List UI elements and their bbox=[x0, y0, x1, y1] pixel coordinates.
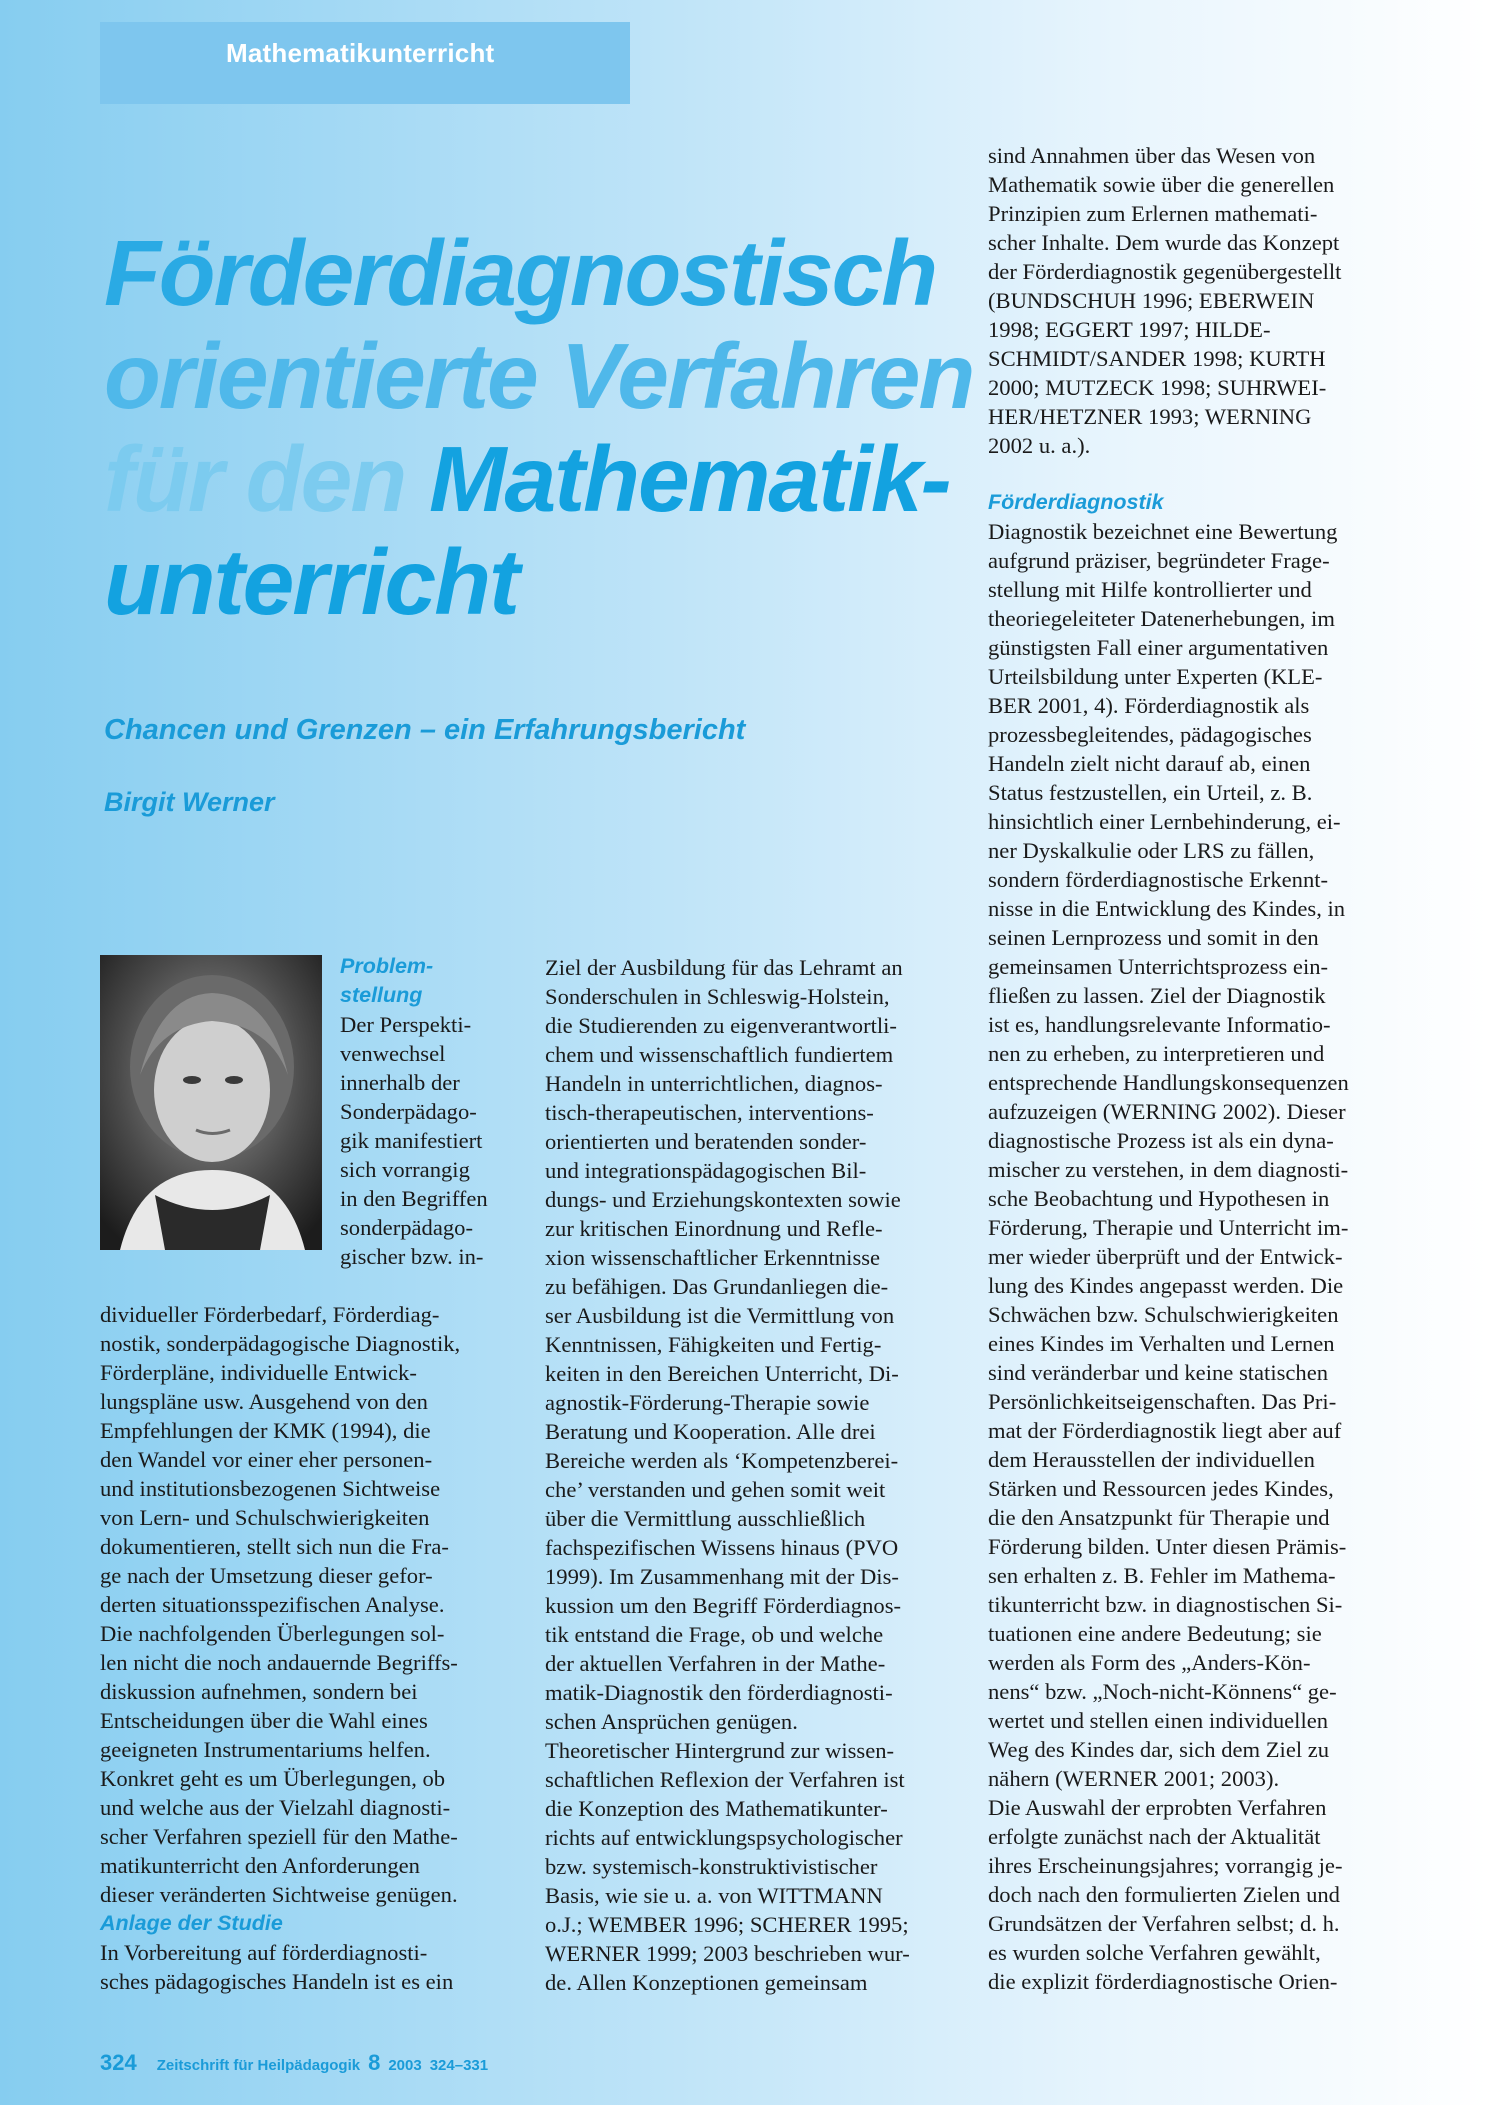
issue-number: 8 bbox=[368, 2050, 381, 2075]
text-line: der Förderdiagnostik gegenübergestellt bbox=[988, 259, 1342, 284]
text-line: WERNER 1999; 2003 beschrieben wur- bbox=[545, 1941, 910, 1966]
text-line: Schwächen bzw. Schulschwierigkeiten bbox=[988, 1302, 1339, 1327]
text-line: entsprechende Handlungskonsequenzen bbox=[988, 1070, 1349, 1095]
article-title bbox=[104, 222, 1004, 634]
text-line: ist es, handlungsrelevante Informatio- bbox=[988, 1012, 1331, 1037]
text-line: agnostik-Förderung-Therapie sowie bbox=[545, 1390, 870, 1415]
text-line: Entscheidungen über die Wahl eines bbox=[100, 1708, 428, 1733]
text-line: diagnostische Prozess ist als ein dyna- bbox=[988, 1128, 1334, 1153]
text-line: tikunterricht bzw. in diagnostischen Si- bbox=[988, 1592, 1343, 1617]
text-line: sondern förderdiagnostische Erkennt- bbox=[988, 867, 1329, 892]
text-line: innerhalb der bbox=[340, 1070, 460, 1095]
text-line: über die Vermittlung ausschließlich bbox=[545, 1506, 866, 1531]
text-line: schaftlichen Reflexion der Verfahren ist bbox=[545, 1767, 905, 1792]
text-line: lungspläne usw. Ausgehend von den bbox=[100, 1389, 428, 1414]
text-line: 1999). Im Zusammenhang mit der Dis- bbox=[545, 1564, 899, 1589]
text-line: Beratung und Kooperation. Alle drei bbox=[545, 1419, 876, 1444]
text-line: sind veränderbar und keine statischen bbox=[988, 1360, 1329, 1385]
text-line: Sonderpädago- bbox=[340, 1099, 477, 1124]
text-line: Sonderschulen in Schleswig-Holstein, bbox=[545, 984, 890, 1009]
text-line: geeigneten Instrumentariums helfen. bbox=[100, 1737, 431, 1762]
text-line: scher Inhalte. Dem wurde das Konzept bbox=[988, 230, 1340, 255]
text-line: stellung mit Hilfe kontrollierter und bbox=[988, 577, 1312, 602]
text-line: BER 2001, 4). Förderdiagnostik als bbox=[988, 693, 1310, 718]
text-line: zur kritischen Einordnung und Refle- bbox=[545, 1216, 883, 1241]
text-line: Die nachfolgenden Überlegungen sol- bbox=[100, 1621, 445, 1646]
text-line: derten situationsspezifischen Analyse. bbox=[100, 1592, 445, 1617]
text-line: dokumentieren, stellt sich nun die Fra- bbox=[100, 1534, 449, 1559]
text-line: Konkret geht es um Überlegungen, ob bbox=[100, 1766, 446, 1791]
text-line: lung des Kindes angepasst werden. Die bbox=[988, 1273, 1344, 1298]
text-line: Theoretischer Hintergrund zur wissen- bbox=[545, 1738, 895, 1763]
text-line: Diagnostik bezeichnet eine Bewertung bbox=[988, 519, 1338, 544]
text-line: die Konzeption des Mathematikunter- bbox=[545, 1796, 888, 1821]
text-line: nostik, sonderpädagogische Diagnostik, bbox=[100, 1331, 461, 1356]
text-line: sen erhalten z. B. Fehler im Mathema- bbox=[988, 1563, 1336, 1588]
text-line: fließen zu lassen. Ziel der Diagnostik bbox=[988, 983, 1326, 1008]
text-line: Prinzipien zum Erlernen mathemati- bbox=[988, 201, 1318, 226]
text-line: Handeln zielt nicht darauf ab, einen bbox=[988, 751, 1311, 776]
text-line: chem und wissenschaftlich fundiertem bbox=[545, 1042, 894, 1067]
text-line: Der Perspekti- bbox=[340, 1012, 472, 1037]
text-line: dem Herausstellen der individuellen bbox=[988, 1447, 1315, 1472]
text-line: venwechsel bbox=[340, 1041, 446, 1066]
column-3-text bbox=[988, 488, 1398, 1996]
column-1-study bbox=[100, 1909, 510, 1996]
text-line: den Wandel vor einer eher personen- bbox=[100, 1447, 433, 1472]
text-line: 2002 u. a.). bbox=[988, 433, 1091, 458]
text-line: (BUNDSCHUH 1996; EBERWEIN bbox=[988, 288, 1315, 313]
text-line: o.J.; WEMBER 1996; SCHERER 1995; bbox=[545, 1912, 909, 1937]
text-line: erfolgte zunächst nach der Aktualität bbox=[988, 1824, 1321, 1849]
text-line: ner Dyskalkulie oder LRS zu fällen, bbox=[988, 838, 1315, 863]
heading-foerderdiagnostik: Förderdiagnostik bbox=[988, 490, 1164, 514]
text-line: scher Verfahren speziell für den Mathe- bbox=[100, 1824, 458, 1849]
text-line: 1998; EGGERT 1997; HILDE- bbox=[988, 317, 1271, 342]
article-subtitle: Chancen und Grenzen – ein Erfahrungsbericht bbox=[104, 714, 746, 746]
text-line: mer wieder überprüft und der Entwick- bbox=[988, 1244, 1343, 1269]
text-line: xion wissenschaftlicher Erkenntnisse bbox=[545, 1245, 881, 1270]
text-line: kussion um den Begriff Förderdiagnos- bbox=[545, 1593, 902, 1618]
text-line: 2000; MUTZECK 1998; SUHRWEI- bbox=[988, 375, 1327, 400]
text-line: ge nach der Umsetzung dieser gefor- bbox=[100, 1563, 433, 1588]
text-line: nähern (WERNER 2001; 2003). bbox=[988, 1766, 1280, 1791]
text-line: HER/HETZNER 1993; WERNING bbox=[988, 404, 1312, 429]
text-line: Handeln in unterrichtlichen, diagnos- bbox=[545, 1071, 883, 1096]
text-line: diskussion aufnehmen, sondern bei bbox=[100, 1679, 418, 1704]
author-name: Birgit Werner bbox=[104, 787, 275, 817]
column-1-beside-photo bbox=[340, 952, 510, 1271]
text-line: mischer zu verstehen, in dem diagnosti- bbox=[988, 1157, 1349, 1182]
text-line: gemeinsamen Unterrichtsprozess ein- bbox=[988, 954, 1329, 979]
text-line: len nicht die noch andauernde Begriffs- bbox=[100, 1650, 458, 1675]
text-line: schen Ansprüchen genügen. bbox=[545, 1709, 798, 1734]
text-line: bzw. systemisch-konstruktivistischer bbox=[545, 1854, 878, 1879]
column-1-text bbox=[100, 1300, 510, 1909]
heading-anlage-der-studie: Anlage der Studie bbox=[100, 1911, 283, 1935]
text-line: ihres Erscheinungsjahres; vorrangig je- bbox=[988, 1853, 1343, 1878]
text-line: Mathematik sowie über die generellen bbox=[988, 172, 1335, 197]
text-line: aufgrund präziser, begründeter Frage- bbox=[988, 548, 1330, 573]
text-line: und welche aus der Vielzahl diagnosti- bbox=[100, 1795, 451, 1820]
text-line: de. Allen Konzeptionen gemeinsam bbox=[545, 1970, 868, 1995]
text-line: Förderung, Therapie und Unterricht im- bbox=[988, 1215, 1349, 1240]
text-line: Kenntnissen, Fähigkeiten und Fertig- bbox=[545, 1332, 882, 1357]
title-line-2: orientierte Verfahren bbox=[104, 324, 974, 428]
author-photo bbox=[100, 955, 322, 1250]
text-line: Förderung bilden. Unter diesen Prämis- bbox=[988, 1534, 1347, 1559]
text-line: Urteilsbildung unter Experten (KLE- bbox=[988, 664, 1323, 689]
text-line: Förderpläne, individuelle Entwick- bbox=[100, 1360, 417, 1385]
text-line: sind Annahmen über das Wesen von bbox=[988, 143, 1316, 168]
text-line: günstigsten Fall einer argumentativen bbox=[988, 635, 1329, 660]
heading-problemstellung-2: stellung bbox=[340, 983, 423, 1007]
issue-year: 2003 bbox=[388, 2057, 422, 2074]
text-line: Grundsätzen der Verfahren selbst; d. h. bbox=[988, 1911, 1340, 1936]
text-line: Die Auswahl der erprobten Verfahren bbox=[988, 1795, 1327, 1820]
text-line: matik-Diagnostik den förderdiagnosti- bbox=[545, 1680, 893, 1705]
text-line: SCHMIDT/SANDER 1998; KURTH bbox=[988, 346, 1326, 371]
text-line: In Vorbereitung auf förderdiagnosti- bbox=[100, 1940, 428, 1965]
text-line: werden als Form des „Anders-Kön- bbox=[988, 1650, 1311, 1675]
text-line: dungs- und Erziehungskontexten sowie bbox=[545, 1187, 901, 1212]
text-line: zu befähigen. Das Grundanliegen die- bbox=[545, 1274, 889, 1299]
column-3-intro bbox=[988, 141, 1398, 460]
text-line: von Lern- und Schulschwierigkeiten bbox=[100, 1505, 430, 1530]
text-line: sches pädagogisches Handeln ist es ein bbox=[100, 1969, 454, 1994]
text-line: tisch-therapeutischen, interventions- bbox=[545, 1100, 874, 1125]
text-line: seinen Lernprozess und somit in den bbox=[988, 925, 1319, 950]
page-footer bbox=[100, 2050, 488, 2076]
text-line: eines Kindes im Verhalten und Lernen bbox=[988, 1331, 1335, 1356]
text-line: und integrationspädagogischen Bil- bbox=[545, 1158, 867, 1183]
text-line: Bereiche werden als ‘Kompetenzberei- bbox=[545, 1448, 899, 1473]
title-line-3b: Mathematik- bbox=[429, 427, 950, 531]
text-line: sich vorrangig bbox=[340, 1157, 470, 1182]
text-line: es wurden solche Verfahren gewählt, bbox=[988, 1940, 1321, 1965]
text-line: der aktuellen Verfahren in der Mathe- bbox=[545, 1651, 886, 1676]
text-line: Status festzustellen, ein Urteil, z. B. bbox=[988, 780, 1313, 805]
text-line: tik entstand die Frage, ob und welche bbox=[545, 1622, 884, 1647]
text-line: Basis, wie sie u. a. von WITTMANN bbox=[545, 1883, 883, 1908]
text-line: wertet und stellen einen individuellen bbox=[988, 1708, 1329, 1733]
text-line: in den Begriffen bbox=[340, 1186, 488, 1211]
journal-name: Zeitschrift für Heilpädagogik bbox=[156, 2057, 361, 2074]
text-line: tuationen eine andere Bedeutung; sie bbox=[988, 1621, 1322, 1646]
text-line: aufzuzeigen (WERNING 2002). Dieser bbox=[988, 1099, 1346, 1124]
text-line: sche Beobachtung und Hypothesen in bbox=[988, 1186, 1330, 1211]
text-line: prozessbegleitendes, pädagogisches bbox=[988, 722, 1312, 747]
page-range: 324–331 bbox=[429, 2057, 489, 2074]
title-line-4: unterricht bbox=[104, 530, 519, 634]
text-line: und institutionsbezogenen Sichtweise bbox=[100, 1476, 441, 1501]
text-line: nen zu erheben, zu interpretieren und bbox=[988, 1041, 1325, 1066]
text-line: che’ verstanden und gehen somit weit bbox=[545, 1477, 886, 1502]
text-line: dieser veränderten Sichtweise genügen. bbox=[100, 1882, 458, 1907]
text-line: sonderpädago- bbox=[340, 1215, 474, 1240]
text-line: nisse in die Entwicklung des Kindes, in bbox=[988, 896, 1346, 921]
text-line: gischer bzw. in- bbox=[340, 1244, 484, 1269]
text-line: Empfehlungen der KMK (1994), die bbox=[100, 1418, 431, 1443]
page-number: 324 bbox=[100, 2050, 137, 2075]
heading-problemstellung-1: Problem- bbox=[340, 954, 434, 978]
text-line: Stärken und Ressourcen jedes Kindes, bbox=[988, 1476, 1334, 1501]
text-line: nens“ bzw. „Noch-nicht-Könnens“ ge- bbox=[988, 1679, 1337, 1704]
text-line: Persönlichkeitseigenschaften. Das Pri- bbox=[988, 1389, 1337, 1414]
text-line: hinsichtlich einer Lernbehinderung, ei- bbox=[988, 809, 1341, 834]
text-line: matikunterricht den Anforderungen bbox=[100, 1853, 420, 1878]
text-line: theoriegeleiteter Datenerhebungen, im bbox=[988, 606, 1335, 631]
text-line: die Studierenden zu eigenverantwortli- bbox=[545, 1013, 897, 1038]
text-line: Weg des Kindes dar, sich dem Ziel zu bbox=[988, 1737, 1330, 1762]
section-label: Mathematikunterricht bbox=[226, 38, 495, 68]
text-line: die den Ansatzpunkt für Therapie und bbox=[988, 1505, 1330, 1530]
portrait-image bbox=[100, 955, 322, 1250]
text-line: orientierten und beratenden sonder- bbox=[545, 1129, 867, 1154]
text-line: fachspezifischen Wissens hinaus (PVO bbox=[545, 1535, 899, 1560]
column-2-text bbox=[545, 953, 950, 1997]
text-line: doch nach den formulierten Zielen und bbox=[988, 1882, 1340, 1907]
title-line-1: Förderdiagnostisch bbox=[104, 221, 937, 325]
text-line: keiten in den Bereichen Unterricht, Di- bbox=[545, 1361, 899, 1386]
text-line: dividueller Förderbedarf, Förderdiag- bbox=[100, 1302, 440, 1327]
text-line: mat der Förderdiagnostik liegt aber auf bbox=[988, 1418, 1342, 1443]
text-line: Ziel der Ausbildung für das Lehramt an bbox=[545, 955, 903, 980]
title-line-3a: für den bbox=[104, 427, 429, 531]
text-line: gik manifestiert bbox=[340, 1128, 483, 1153]
text-line: richts auf entwicklungspsychologischer bbox=[545, 1825, 903, 1850]
text-line: ser Ausbildung ist die Vermittlung von bbox=[545, 1303, 895, 1328]
text-line: die explizit förderdiagnostische Orien- bbox=[988, 1969, 1338, 1994]
